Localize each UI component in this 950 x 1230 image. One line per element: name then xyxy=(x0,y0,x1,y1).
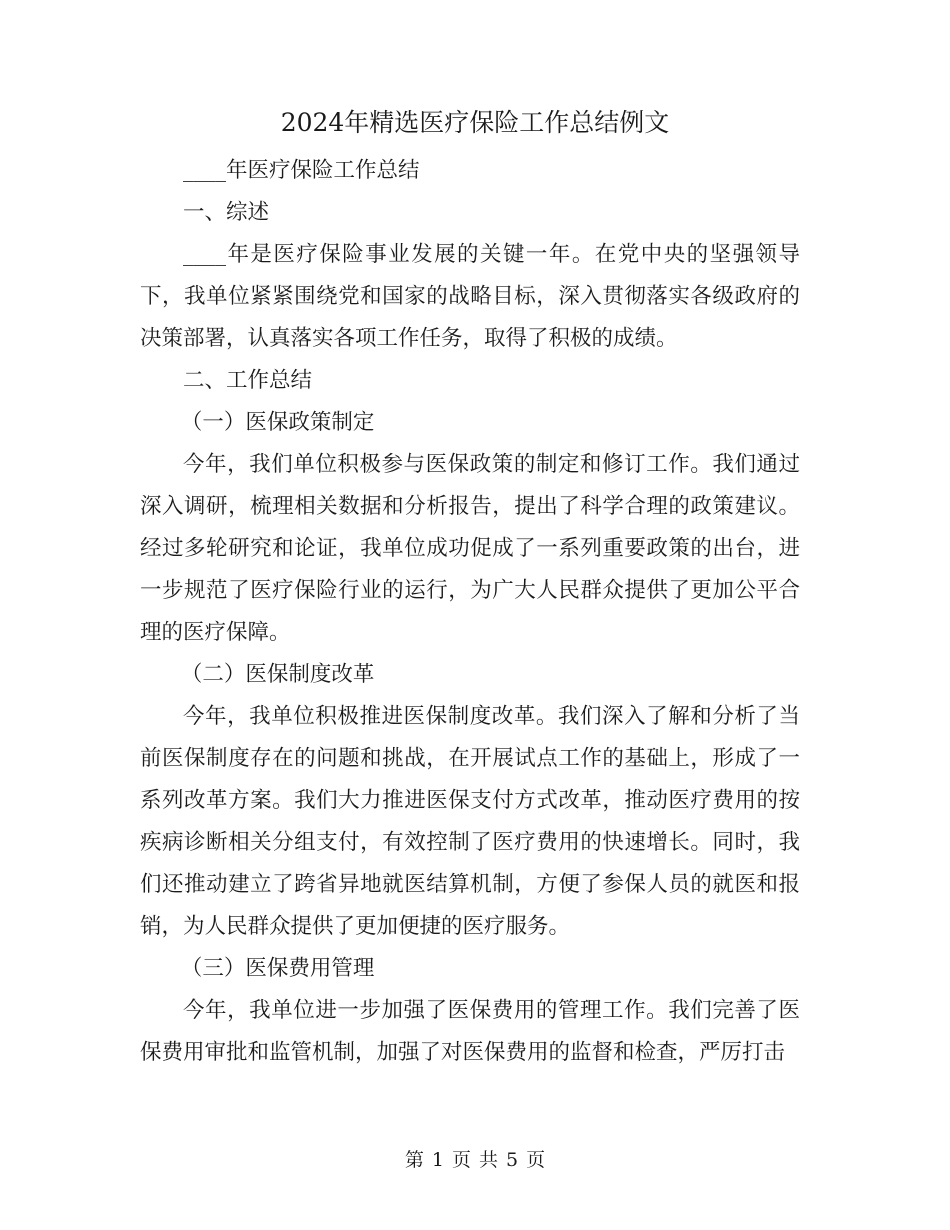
section-heading-work-summary: 二、工作总结 xyxy=(183,368,313,393)
document-title: 2024年精选医疗保险工作总结例文 xyxy=(280,108,670,137)
subheading-system-reform: （二）医保制度改革 xyxy=(180,662,375,687)
subheading-policy-making: （一）医保政策制定 xyxy=(180,410,375,435)
paragraph-system-reform: 今年，我单位积极推进医保制度改革。我们深入了解和分析了当前医保制度存在的问题和挑战，在开展试点工作的基础上，形成了一系列改革方案。我们大力推进医保支付方式改革，推动医疗费用的按疾病诊断相关分组支付，有效控制了医疗费用的快速增长。同时，我们还推动建立了跨省异地就医结算机制，方便了参保人员的就医和报销，为人民群众提供了更加便捷的医疗服务。 xyxy=(140,704,800,939)
paragraph-overview: ____年是医疗保险事业发展的关键一年。在党中央的坚强领导下，我单位紧紧围绕党和国家的战略目标，深入贯彻落实各级政府的决策部署，认真落实各项工作任务，取得了积极的成绩。 xyxy=(140,242,800,351)
heading-report-title: ____年医疗保险工作总结 xyxy=(183,158,420,183)
paragraph-policy-making: 今年，我们单位积极参与医保政策的制定和修订工作。我们通过深入调研，梳理相关数据和分析报告，提出了科学合理的政策建议。经过多轮研究和论证，我单位成功促成了一系列重要政策的出台，进一步规范了医疗保险行业的运行，为广大人民群众提供了更加公平合理的医疗保障。 xyxy=(140,452,800,645)
document-body xyxy=(140,150,800,1074)
section-heading-overview: 一、综述 xyxy=(183,200,270,225)
page-number-footer: 第 1 页 共 5 页 xyxy=(404,1149,546,1171)
subheading-cost-management: （三）医保费用管理 xyxy=(180,956,375,981)
paragraph-cost-management: 今年，我单位进一步加强了医保费用的管理工作。我们完善了医保费用审批和监管机制，加强了对医保费用的监督和检查，严厉打击 xyxy=(140,998,800,1065)
